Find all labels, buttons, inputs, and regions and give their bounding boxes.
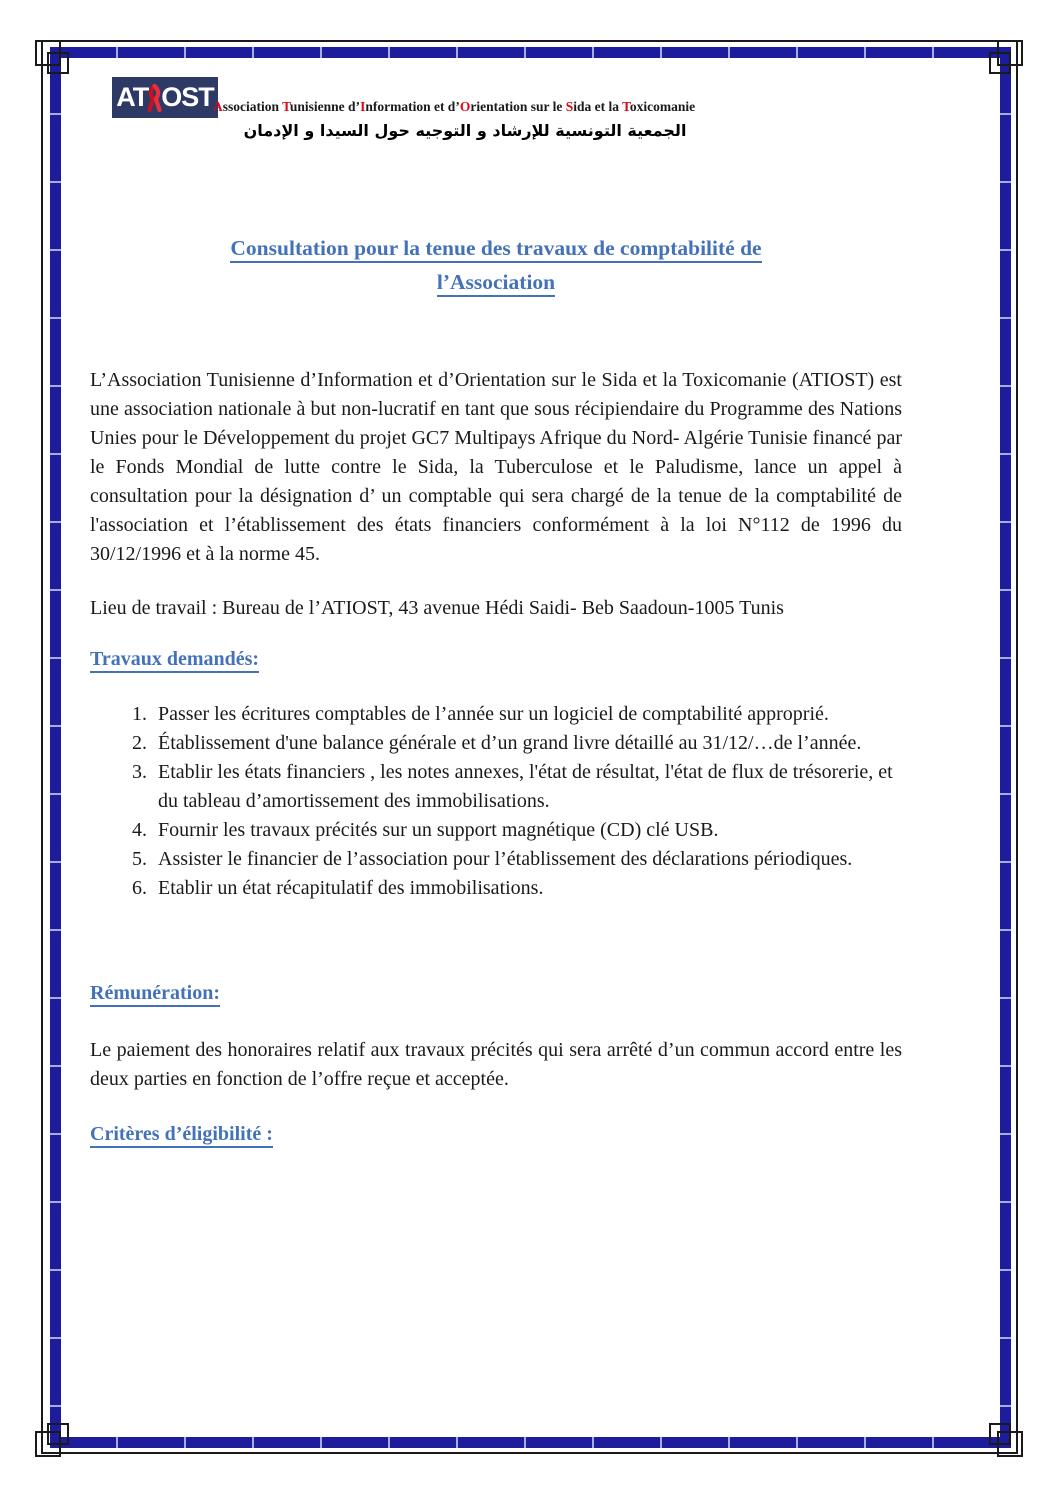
tasks-list [90, 700, 902, 903]
list-item: 5. Assister le financier de l’association pour l’établissement des déclarations périodiques. [152, 845, 902, 874]
page-border-band-bottom [50, 1437, 1011, 1448]
page-border-band-right [1000, 47, 1011, 1448]
document-body [90, 366, 902, 1149]
org-name-arabic: الجمعية التونسية للإرشاد و التوجيه حول السيدا و الإدمان [243, 121, 687, 140]
page-border-band-left [50, 47, 61, 1448]
border-corner-ornament [989, 52, 1011, 74]
page-border-band-top [50, 47, 1011, 58]
border-corner-ornament [989, 1423, 1011, 1445]
intro-paragraph: L’Association Tunisienne d’Information et d’Orientation sur le Sida et la Toxicomanie (ATIOST) est une association nationale à but non-lucratif en tant que sous récipiendaire du Programme des Nations Unies pour le Développement du projet GC7 Multipays Afrique du Nord- Algérie Tunisie financé par le Fonds Mondial de lutte contre le Sida, la Tuberculose et le Paludisme, lance un appel à consultation pour la désignation d’ un comptable qui sera chargé de la tenue de la comptabilité de l'association et l’établissement des états financiers conformément à la loi N°112 de 1996 du 30/12/1996 et à la norme 45. [90, 369, 902, 565]
logo-text-pre: AT [116, 82, 149, 112]
section-heading-travaux: Travaux demandés: [90, 645, 902, 674]
org-initial: T [282, 99, 290, 114]
atiost-logo [112, 77, 218, 118]
border-corner-ornament [47, 1423, 69, 1445]
list-item: 1. Passer les écritures comptables de l’année sur un logiciel de comptabilité approprié. [152, 700, 902, 729]
org-name-line: Association Tunisienne d’Information et d’Orientation sur le Sida et la Toxicomanie [213, 99, 696, 114]
org-initial: A [213, 99, 223, 114]
payment-paragraph: Le paiement des honoraires relatif aux travaux précités qui sera arrêté d’un commun accord entre les deux parties en fonction de l’offre reçue et acceptée. [90, 1039, 902, 1090]
page-title [90, 231, 902, 299]
logo-text-post: OST [161, 82, 214, 112]
list-item: 4. Fournir les travaux précités sur un support magnétique (CD) clé USB. [152, 816, 902, 845]
work-location-paragraph: Lieu de travail : Bureau de l’ATIOST, 43 avenue Hédi Saidi- Beb Saadoun-1005 Tunis [90, 597, 784, 619]
org-initial: I [360, 99, 366, 114]
list-item: 3. Etablir les états financiers , les notes annexes, l'état de résultat, l'état de flux de trésorerie, et du tableau d’amortissement des immobilisations. [152, 758, 902, 816]
page-title-line1: Consultation pour la tenue des travaux de comptabilité de [90, 231, 902, 265]
list-item: 6. Etablir un état récapitulatif des immobilisations. [152, 874, 902, 903]
border-corner-ornament [47, 52, 69, 74]
page-title-line2: l’Association [90, 265, 902, 299]
section-heading-criteres: Critères d’éligibilité : [90, 1120, 902, 1149]
section-heading-remuneration: Rémunération: [90, 979, 902, 1008]
org-initial: O [459, 99, 471, 114]
org-initial: T [622, 99, 630, 114]
org-initial: S [565, 99, 574, 114]
list-item: 2. Établissement d'une balance générale et d’un grand livre détaillé au 31/12/…de l’année. [152, 729, 902, 758]
